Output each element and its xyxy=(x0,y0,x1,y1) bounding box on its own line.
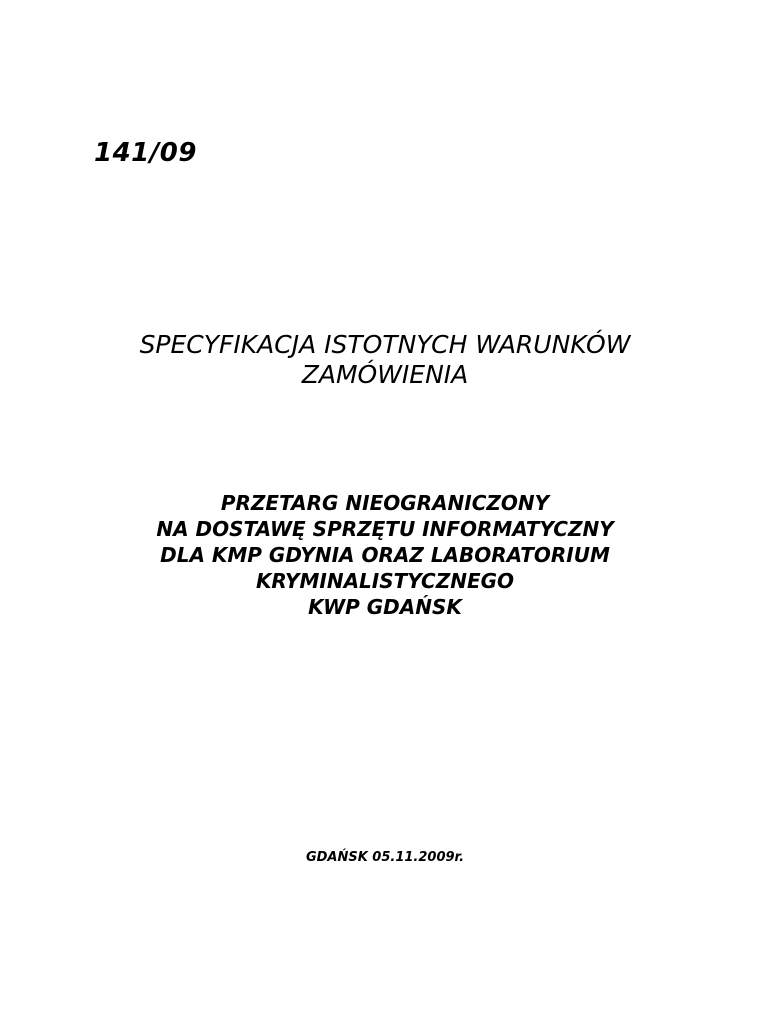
tender-subject xyxy=(80,490,690,620)
subject-line: KRYMINALISTYCZNEGO xyxy=(255,569,515,593)
title-line: SPECYFIKACJA ISTOTNYCH WARUNKÓW xyxy=(139,330,631,359)
title-line: ZAMÓWIENIA xyxy=(301,360,469,389)
document-title xyxy=(60,330,710,390)
subject-line: KWP GDAŃSK xyxy=(308,595,462,619)
subject-line: DLA KMP GDYNIA ORAZ LABORATORIUM xyxy=(160,543,610,567)
place-and-date: GDAŃSK 05.11.2009r. xyxy=(305,850,465,865)
subject-line: PRZETARG NIEOGRANICZONY xyxy=(220,491,550,515)
subject-line: NA DOSTAWĘ SPRZĘTU INFORMATYCZNY xyxy=(156,517,614,541)
document-number: 141/09 xyxy=(94,138,197,168)
